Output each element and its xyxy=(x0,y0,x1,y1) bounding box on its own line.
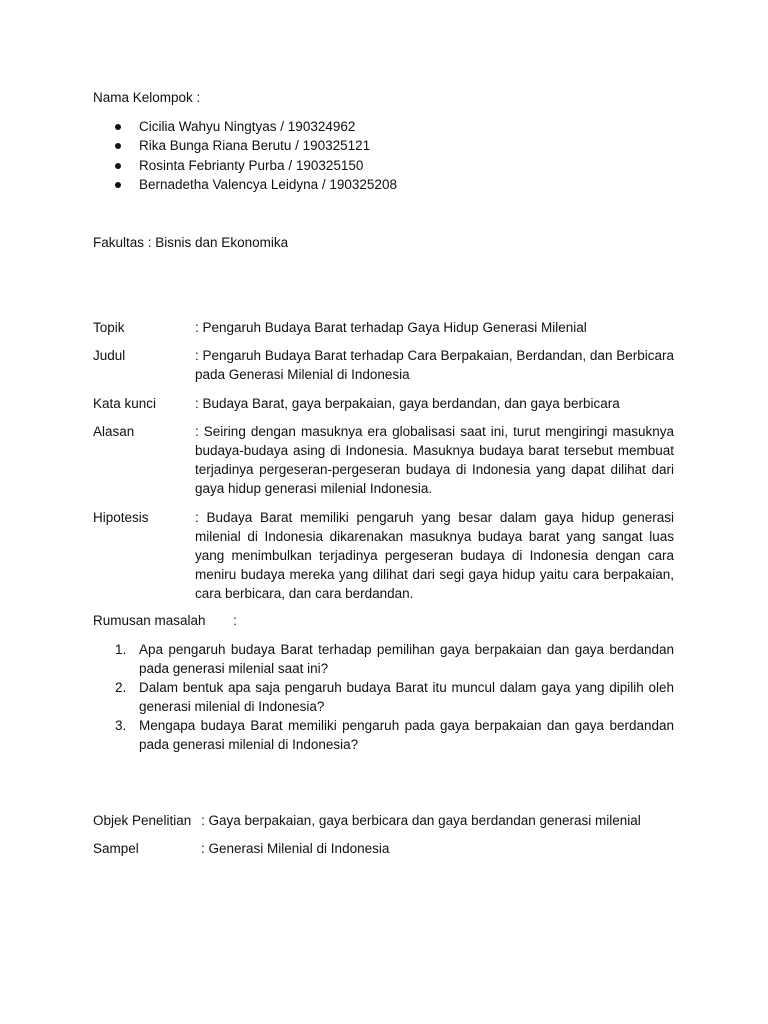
list-item xyxy=(112,156,397,175)
member-name: Bernadetha Valencya Leidyna / 190325208 xyxy=(139,176,397,192)
list-item xyxy=(112,716,674,754)
rumusan-colon: : xyxy=(233,613,237,628)
question-text: Apa pengaruh budaya Barat terhadap pemilihan gaya berpakaian dan gaya berdandan pada generasi milenial saat ini? xyxy=(139,642,674,676)
question-text: Mengapa budaya Barat memiliki pengaruh pada gaya berpakaian dan gaya berdandan pada generasi milenial di Indonesia? xyxy=(139,718,674,752)
faculty-line: Fakultas : Bisnis dan Ekonomika xyxy=(93,235,289,250)
field-label: Alasan xyxy=(93,424,135,439)
field-label: Kata kunci xyxy=(93,396,157,411)
question-text: Dalam bentuk apa saja pengaruh budaya Barat itu muncul dalam gaya yang dipilih oleh generasi milenial di Indonesia? xyxy=(139,680,674,714)
list-item xyxy=(112,175,397,194)
group-label: Nama Kelompok : xyxy=(93,90,201,105)
question-list xyxy=(112,640,674,754)
list-item xyxy=(112,678,674,716)
list-item xyxy=(112,117,397,136)
bullet-icon xyxy=(115,182,121,188)
field-objek-value: : Gaya berpakaian, gaya berbicara dan gaya berdandan generasi milenial xyxy=(201,813,641,828)
question-number: 2. xyxy=(115,680,127,695)
field-value: : Pengaruh Budaya Barat terhadap Gaya Hidup Generasi Milenial xyxy=(195,320,587,335)
field-sampel xyxy=(93,839,139,858)
field-label: Sampel xyxy=(93,841,139,856)
field-value: : Pengaruh Budaya Barat terhadap Cara Berpakaian, Berdandan, dan Berbicara pada Generasi Milenial di Indonesia xyxy=(195,348,674,382)
list-item xyxy=(112,136,397,155)
rumusan-label: Rumusan masalah xyxy=(93,613,206,628)
bullet-icon xyxy=(115,163,121,169)
field-value: : Budaya Barat, gaya berpakaian, gaya berdandan, dan gaya berbicara xyxy=(195,396,620,411)
member-list xyxy=(112,117,397,194)
field-label: Objek Penelitian xyxy=(93,813,192,828)
question-number: 1. xyxy=(115,642,127,657)
field-sampel-value: : Generasi Milenial di Indonesia xyxy=(201,841,390,856)
field-label: Topik xyxy=(93,320,125,335)
rumusan-heading xyxy=(93,611,237,630)
field-objek xyxy=(93,811,191,830)
field-label: Hipotesis xyxy=(93,510,149,525)
field-label: Judul xyxy=(93,348,126,363)
bullet-icon xyxy=(115,143,121,149)
field-value: : Seiring dengan masuknya era globalisasi saat ini, turut mengiringi masuknya budaya-budaya asing di Indonesia. Masuknya budaya barat tersebut membuat terjadinya pergeseran-pergeseran budaya di Indonesia yang dapat dilihat dari gaya hidup generasi milenial Indonesia. xyxy=(195,424,674,496)
member-name: Rosinta Febrianty Purba / 190325150 xyxy=(139,157,364,173)
member-name: Cicilia Wahyu Ningtyas / 190324962 xyxy=(139,119,356,134)
list-item xyxy=(112,640,674,678)
field-value: : Budaya Barat memiliki pengaruh yang besar dalam gaya hidup generasi milenial di Indonesia dikarenakan masuknya budaya barat yang sangat luas yang menimbulkan terjadinya pergeseran budaya di Indonesia dengan cara meniru budaya mereka yang dilihat dari segi gaya hidup yaitu cara berpakaian, cara berbicara, dan cara berdandan. xyxy=(195,510,674,601)
bullet-icon xyxy=(115,124,121,130)
member-name: Rika Bunga Riana Berutu / 190325121 xyxy=(139,138,371,154)
question-number: 3. xyxy=(115,718,127,733)
